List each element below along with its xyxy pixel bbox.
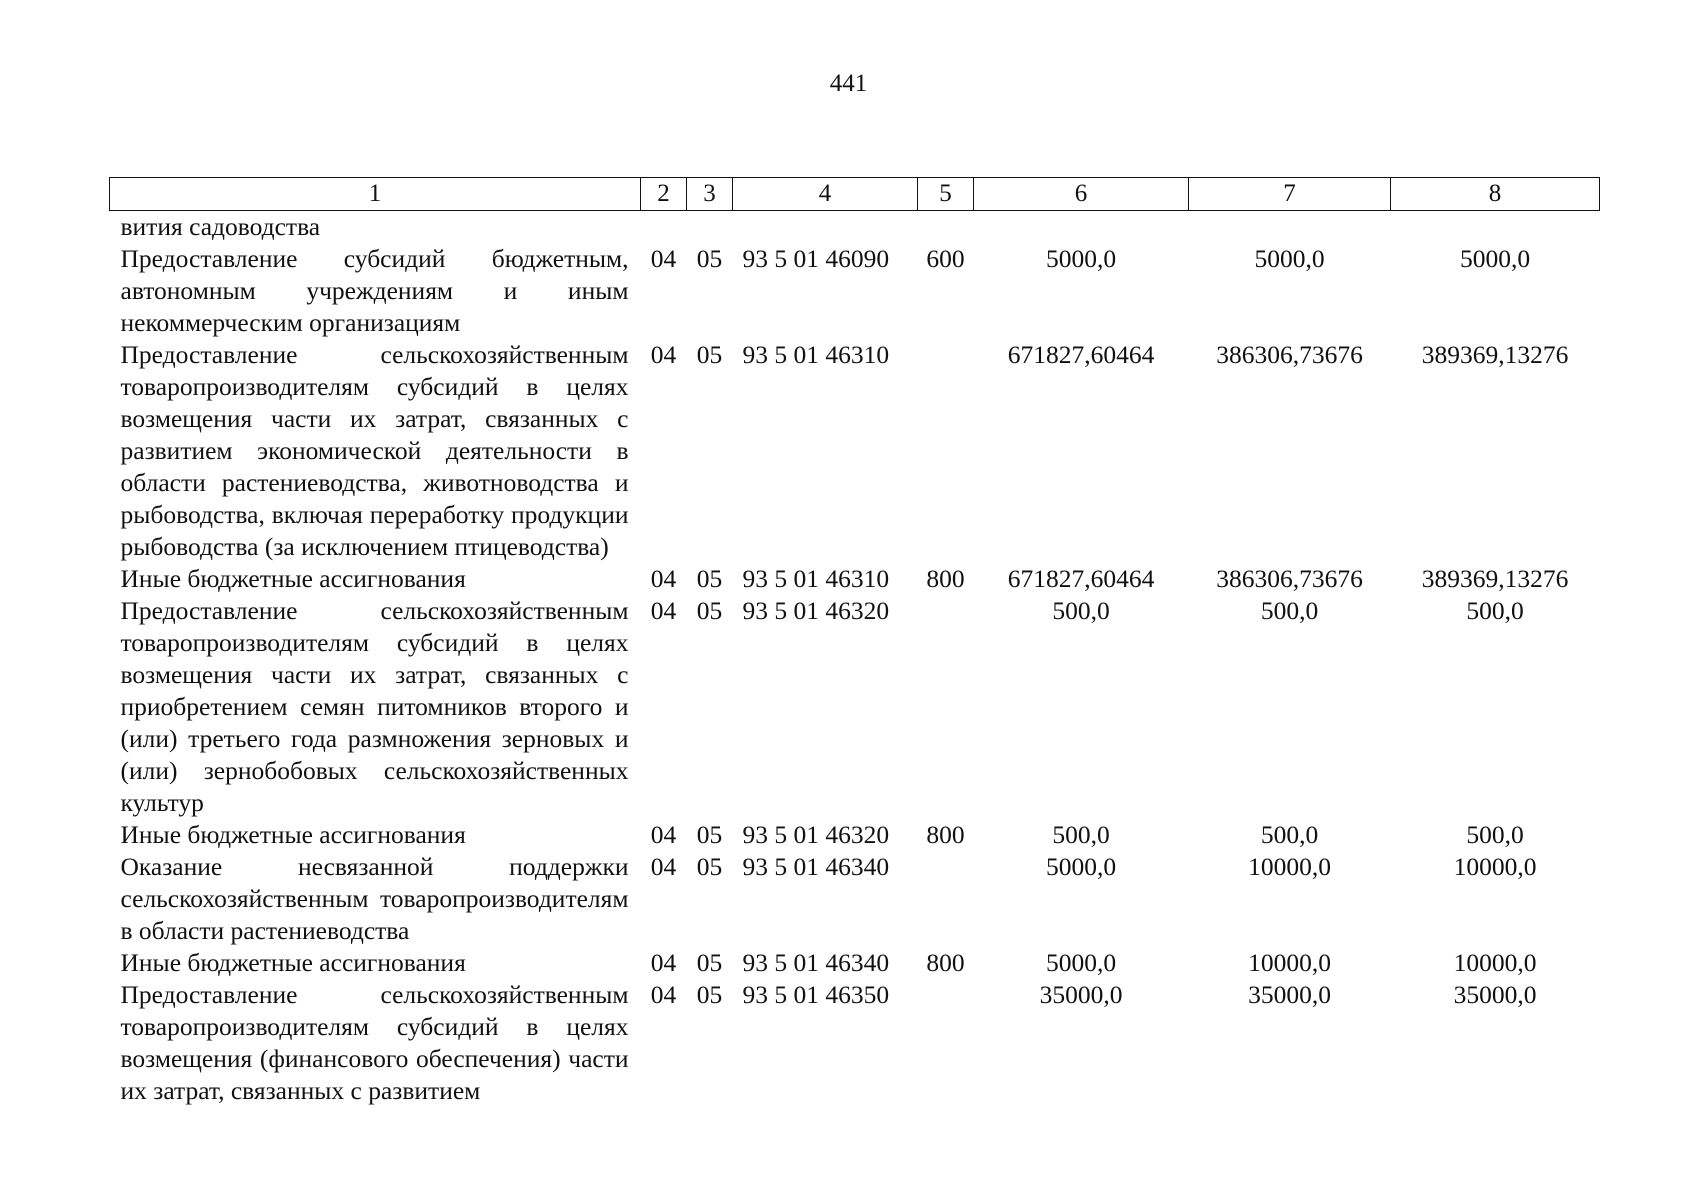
row-amount-8: 500,0 — [1466, 596, 1524, 625]
row-expense-type — [918, 979, 974, 1107]
row-expense-type: 800 — [926, 564, 965, 593]
row-amount-7: 500,0 — [1260, 596, 1319, 625]
row-expense-type — [918, 851, 974, 947]
row-subsection: 05 — [696, 564, 723, 593]
row-amount-7: 5000,0 — [1254, 244, 1325, 273]
row-subsection: 05 — [696, 948, 723, 977]
row-name: вития садоводства — [120, 212, 321, 241]
row-amount-6: 671827,60464 — [1007, 564, 1155, 593]
row-amount-8: 10000,0 — [1453, 948, 1537, 977]
row-amount-7: 10000,0 — [1248, 948, 1331, 977]
row-name: Оказание несвязанной поддержки сельскохозяйственным товаропроизводителям в области растениеводства — [120, 852, 629, 945]
row-subsection: 05 — [696, 852, 723, 881]
table-row — [110, 819, 1600, 851]
row-subsection: 05 — [696, 820, 723, 849]
table-row — [110, 979, 1600, 1107]
row-expense-type — [918, 595, 974, 819]
table-row — [110, 563, 1600, 595]
row-amount-7: 35000,0 — [1248, 980, 1331, 1009]
header-col-4: 4 — [733, 178, 918, 211]
row-amount-6: 5000,0 — [1045, 852, 1117, 881]
header-col-5: 5 — [918, 178, 974, 211]
row-name: Иные бюджетные ассигнования — [120, 948, 466, 977]
table-body — [110, 211, 1600, 1108]
row-amount-8: 10000,0 — [1453, 852, 1537, 881]
row-amount-8: 35000,0 — [1453, 980, 1537, 1009]
budget-table — [109, 177, 1600, 1107]
row-amount-7: 500,0 — [1260, 820, 1319, 849]
header-row — [110, 178, 1600, 211]
row-amount-7: 386306,73676 — [1216, 564, 1363, 593]
row-amount-7 — [1189, 211, 1391, 244]
row-section: 04 — [650, 820, 677, 849]
row-amount-6: 500,0 — [1052, 596, 1110, 625]
row-subsection: 05 — [696, 596, 723, 625]
header-col-2: 2 — [641, 178, 687, 211]
row-section: 04 — [650, 852, 677, 881]
row-amount-6: 671827,60464 — [1007, 340, 1155, 369]
table-row — [110, 595, 1600, 819]
table-row — [110, 947, 1600, 979]
row-amount-6: 35000,0 — [1039, 980, 1123, 1009]
row-name: Предоставление сельскохозяйственным товаропроизводителям субсидий в целях возмещения части их затрат, связанных с развитием экономической деятельности в области растениеводства, животноводства и рыбоводства, включая переработку продукции рыбоводства (за исключением птицеводства) — [120, 340, 629, 561]
row-amount-8: 500,0 — [1466, 820, 1524, 849]
row-name: Предоставление сельскохозяйственным товаропроизводителям субсидий в целях возмещения (финансового обеспечения) части их затрат, связанных с развитием — [120, 980, 629, 1105]
row-amount-8: 389369,13276 — [1421, 340, 1569, 369]
row-amount-6: 500,0 — [1052, 820, 1110, 849]
row-section: 04 — [650, 948, 677, 977]
row-amount-6: 5000,0 — [1045, 244, 1117, 273]
table-row — [110, 211, 1600, 244]
row-expense-type — [918, 211, 974, 244]
row-target-code: 93 5 01 46090 — [742, 244, 890, 273]
row-section: 04 — [650, 596, 677, 625]
row-target-code: 93 5 01 46320 — [742, 596, 890, 625]
table-row — [110, 339, 1600, 563]
row-amount-8: 389369,13276 — [1421, 564, 1569, 593]
row-target-code: 93 5 01 46320 — [742, 820, 890, 849]
header-col-1: 1 — [110, 178, 641, 211]
row-section: 04 — [650, 980, 677, 1009]
row-section: 04 — [650, 244, 677, 273]
row-name: Иные бюджетные ассигнования — [120, 564, 466, 593]
header-col-3: 3 — [687, 178, 733, 211]
row-target-code — [733, 211, 918, 244]
row-expense-type: 800 — [926, 948, 965, 977]
row-target-code: 93 5 01 46340 — [742, 852, 890, 881]
table-row — [110, 851, 1600, 947]
row-amount-7: 386306,73676 — [1216, 340, 1363, 369]
row-section — [641, 211, 687, 244]
row-target-code: 93 5 01 46310 — [742, 564, 890, 593]
row-amount-6: 5000,0 — [1045, 948, 1117, 977]
header-col-7: 7 — [1189, 178, 1391, 211]
header-col-6: 6 — [974, 178, 1189, 211]
table-header — [110, 178, 1600, 211]
row-amount-8: 5000,0 — [1459, 244, 1531, 273]
row-amount-7: 10000,0 — [1248, 852, 1331, 881]
row-expense-type — [918, 339, 974, 563]
row-amount-6 — [974, 211, 1189, 244]
row-target-code: 93 5 01 46350 — [742, 980, 890, 1009]
row-section: 04 — [650, 340, 677, 369]
row-amount-8 — [1391, 211, 1600, 244]
row-section: 04 — [650, 564, 677, 593]
row-target-code: 93 5 01 46340 — [742, 948, 890, 977]
row-subsection: 05 — [696, 244, 723, 273]
row-subsection: 05 — [696, 980, 723, 1009]
row-name: Предоставление сельскохозяйственным товаропроизводителям субсидий в целях возмещения части их затрат, связанных с приобретением семян питомников второго и (или) третьего года размножения зерновых и (или) зернобобовых сельскохозяйственных культур — [120, 596, 629, 817]
row-name: Предоставление субсидий бюджетным, автономным учреждениям и иным некоммерческим организациям — [120, 244, 629, 337]
row-expense-type: 600 — [926, 244, 965, 273]
page-number: 441 — [829, 70, 868, 97]
budget-table-container — [109, 177, 1599, 1107]
table-row — [110, 243, 1600, 339]
row-subsection — [687, 211, 733, 244]
header-col-8: 8 — [1391, 178, 1600, 211]
row-subsection: 05 — [696, 340, 723, 369]
row-target-code: 93 5 01 46310 — [742, 340, 890, 369]
row-expense-type: 800 — [926, 820, 965, 849]
row-name: Иные бюджетные ассигнования — [120, 820, 466, 849]
